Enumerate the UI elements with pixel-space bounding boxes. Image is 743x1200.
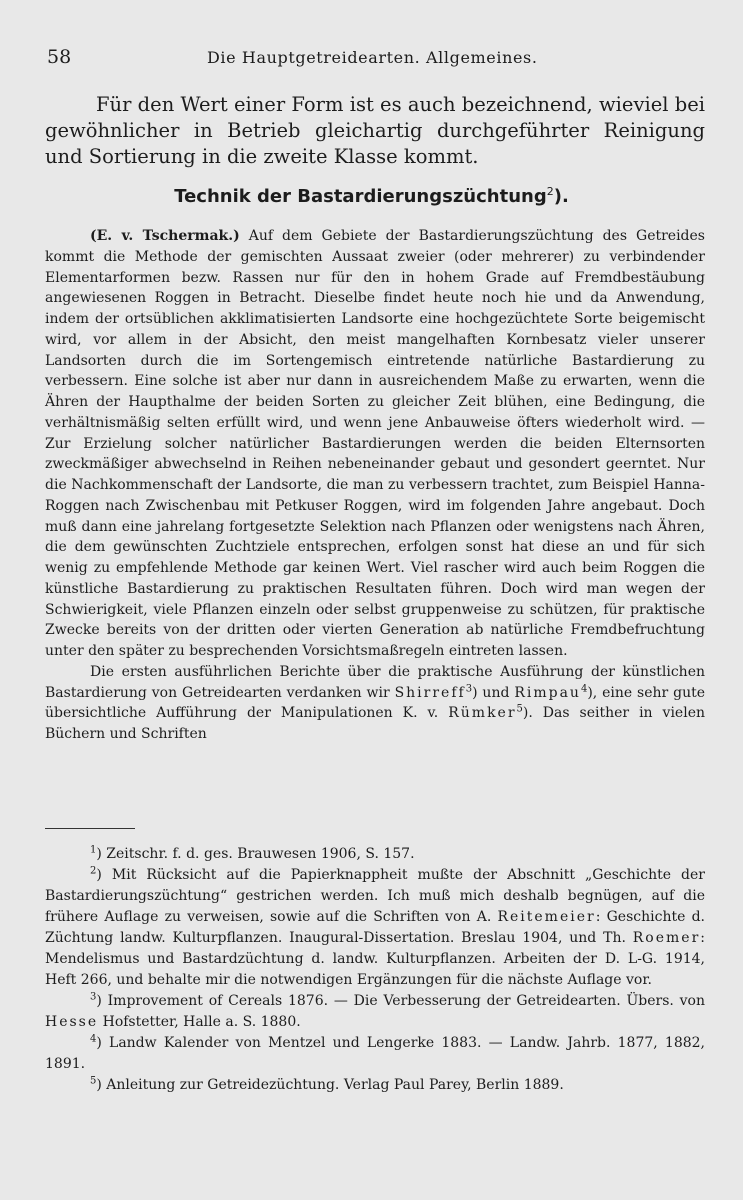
- footnote-3-text-b: Hofstetter, Halle a. S. 1880.: [98, 1014, 301, 1030]
- footnote-2-name-2: Roemer: [632, 930, 701, 946]
- footnote-2-mark: 2: [90, 865, 97, 877]
- paragraph-2-text-d: ). Das seither in vielen Büchern und Schriften: [45, 705, 705, 742]
- name-shirreff: Shirreff: [394, 684, 466, 701]
- section-body: [45, 226, 705, 745]
- name-ruemker: Rümker: [448, 705, 517, 722]
- footnote-ref-5: 5: [516, 703, 523, 715]
- footnote-1: [45, 844, 705, 865]
- footnote-2-text-c: : Mendelismus und Bastardzüchtung d. landw. Kulturpflanzen. Arbeiten der D. L-G. 1914, Heft 266, und behalte mir die notwendigen Ergänzungen für die nächste Auflage vor.: [45, 930, 705, 988]
- footnote-3-name: Hesse: [45, 1014, 99, 1030]
- footnote-2: [45, 865, 705, 991]
- section-title: Technik der Bastardierungszüchtung: [174, 186, 547, 207]
- page-header: [47, 46, 696, 72]
- footnote-5: [45, 1075, 705, 1096]
- paragraph-2-text-c: ), eine sehr gute übersichtliche Aufführung der Manipulationen K. v.: [45, 684, 706, 722]
- footnote-1-mark: 1: [90, 844, 97, 856]
- footnote-4-text: ) Landw Kalender von Mentzel und Lengerke 1883. — Landw. Jahrb. 1877, 1882, 1891.: [45, 1035, 705, 1072]
- paragraph-2-text-a: Die ersten ausführlichen Berichte über die praktische Ausführung der künstlichen Bastardierung von Getreidearten verdanken wir: [45, 663, 705, 701]
- footnote-5-text: ) Anleitung zur Getreidezüchtung. Verlag Paul Parey, Berlin 1889.: [96, 1077, 564, 1093]
- page-number: 58: [47, 46, 72, 68]
- footnotes: [45, 844, 705, 1096]
- section-title-suffix: ).: [553, 186, 569, 207]
- section-title-note: 2: [546, 185, 554, 198]
- footnote-5-mark: 5: [90, 1075, 97, 1087]
- footnote-3: [45, 991, 705, 1033]
- footnote-4: [45, 1033, 705, 1075]
- footnote-4-mark: 4: [90, 1033, 97, 1045]
- body-paragraph-1: [45, 226, 705, 662]
- footnote-separator: [45, 828, 135, 829]
- lead-paragraph-text: Für den Wert einer Form ist es auch bezeichnend, wieviel bei gewöhnlicher in Betrieb gleichartig durchgeführter Reinigung und Sortierung in die zweite Klasse kommt.: [45, 93, 705, 168]
- running-title: Die Hauptgetreidearten. Allgemeines.: [207, 48, 538, 67]
- author-attribution: (E. v. Tschermak.): [90, 228, 240, 244]
- paragraph-2-text-b: ) und: [472, 684, 515, 701]
- lead-paragraph: [45, 92, 705, 170]
- footnote-2-name-1: Reitemeier: [497, 909, 596, 925]
- paragraph-1-text: Auf dem Gebiete der Bastardierungszüchtung des Getreides kommt die Methode der gemischten Aussaat zweier (oder mehrerer) zu verbindender Elementarformen bezw. Rassen nur für den in hohem Grade auf Fremdbestäubung angewiesenen Roggen in Betracht. Dieselbe findet heute noch hie und da Anwendung, indem der ortsüblichen akklimatisierten Landsorte eine hochgezüchtete Sorte beigemischt wird, vor allem in der Absicht, den meist mangelhaften Kornbesatz vieler unserer Landsorten durch die im Sortengemisch eintretende natürliche Bastardierung zu verbessern. Eine solche ist aber nur dann in ausreichendem Maße zu erwarten, wenn die Ähren der Haupthalme der beiden Sorten zu gleicher Zeit blühen, eine Bedingung, die verhältnismäßig selten erfüllt wird, und wenn jene Anbauweise öfters wiederholt wird. — Zur Erzielung solcher natürlicher Bastardierungen werden die beiden Elternsorten zweckmäßiger abwechselnd in Reihen nebeneinander gebaut und gesondert geerntet. Nur die Nachkommenschaft der Landsorte, die man zu verbessern trachtet, zum Beispiel Hanna-Roggen nach Zwischenbau mit Petkuser Roggen, wird im folgenden Jahre angebaut. Doch muß dann eine jahrelang fortgesetzte Selektion nach Pflanzen oder wenigstens nach Ähren, die dem gewünschten Zuchtziele entsprechen, erfolgen sonst hat diese an und für sich wenig zu empfehlende Methode gar keinen Wert. Viel rascher wird auch beim Roggen die künstliche Bastardierung zu praktischen Resultaten führen. Doch wird man wegen der Schwierigkeit, viele Pflanzen einzeln oder selbst gruppenweise zu schützen, für praktische Zwecke bereits von der dritten oder vierten Generation ab natürliche Fremdbefruchtung unter den später zu besprechenden Vorsichtsmaßregeln eintreten lassen.: [45, 228, 705, 659]
- name-rimpau: Rimpau: [514, 684, 581, 701]
- footnote-2-text-a: ) Mit Rücksicht auf die Papierknappheit mußte der Abschnitt „Geschichte der Bastardierungszüchtung“ gestrichen werden. Ich muß mich deshalb begnügen, auf die frühere Auflage zu verweisen, sowie auf die Schriften von A.: [45, 867, 705, 925]
- section-heading: [0, 186, 743, 207]
- body-paragraph-2: [45, 662, 705, 745]
- footnote-3-mark: 3: [90, 991, 97, 1003]
- footnote-ref-4: 4: [580, 682, 588, 694]
- footnote-1-text: ) Zeitschr. f. d. ges. Brauwesen 1906, S. 157.: [96, 846, 415, 862]
- footnote-2-text-b: : Geschichte d. Züchtung landw. Kulturpflanzen. Inaugural-Dissertation. Breslau 1904, und Th.: [45, 909, 705, 946]
- footnote-3-text-a: ) Improvement of Cereals 1876. — Die Verbesserung der Getreidearten. Übers. von: [96, 993, 705, 1009]
- footnote-ref-3: 3: [465, 682, 473, 694]
